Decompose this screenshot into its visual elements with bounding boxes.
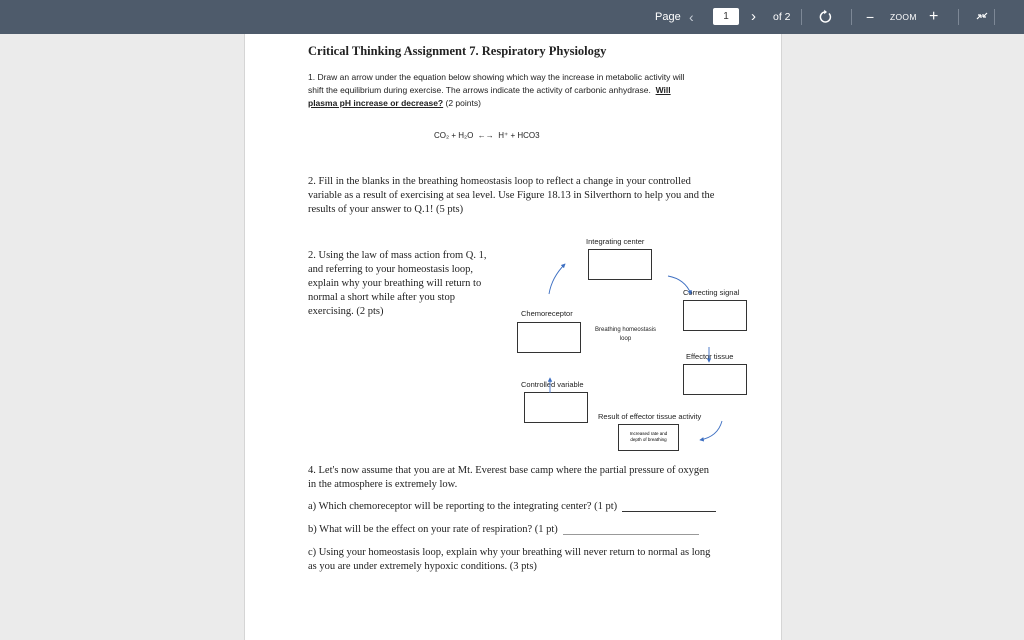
question-2-explain: 2. Using the law of mass action from Q. 1, and referring to your homeostasis loop, explain why your breathing will return to normal a short while after you stop exercising. (2 pts) xyxy=(308,250,487,317)
arrow-to-result xyxy=(700,421,722,440)
integrating-center-label: Integrating center xyxy=(586,237,645,246)
correcting-signal-label: Correcting signal xyxy=(683,288,740,297)
question-2-fill: 2. Fill in the blanks in the breathing homeostasis loop to reflect a change in your controlled variable as a result of exercising at sea level. Use Figure 18.13 in Silverthorn to help you and the results of your answer to Q.1! (5 pts) xyxy=(308,176,715,215)
zoom-out-icon[interactable]: − xyxy=(866,9,875,25)
loop-center-label: Breathing homeostasis loop xyxy=(595,327,657,342)
rotate-icon[interactable] xyxy=(818,0,832,34)
zoom-in-icon[interactable]: + xyxy=(929,8,939,25)
answer-line-4b[interactable] xyxy=(563,534,699,535)
toolbar-divider xyxy=(801,9,802,25)
question-4a: a) Which chemoreceptor will be reporting to the integrating center? (1 pt) xyxy=(308,501,618,512)
controlled-variable-label: Controlled variable xyxy=(521,380,584,389)
document-page xyxy=(244,34,782,640)
answer-line-4a[interactable] xyxy=(622,511,716,512)
page-total: of 2 xyxy=(773,11,791,23)
page-label: Page xyxy=(655,11,681,23)
arrow-to-correcting xyxy=(668,276,691,294)
next-page-icon[interactable]: › xyxy=(751,8,756,25)
question-4-intro: 4. Let's now assume that you are at Mt. Everest base camp where the partial pressure of oxygen in the atmosphere is extremely low. xyxy=(308,465,710,490)
chemical-equation: CO₂ + H₂O ←→ H⁺ + HCO3 xyxy=(434,131,540,140)
question-4b: b) What will be the effect on your rate of respiration? (1 pt) xyxy=(308,524,558,535)
viewer-toolbar xyxy=(0,0,1024,34)
chemoreceptor-label: Chemoreceptor xyxy=(521,309,573,318)
arrow-to-integrating xyxy=(549,264,565,294)
toolbar-divider xyxy=(994,9,995,25)
question-4c: c) Using your homeostasis loop, explain why your breathing will never return to normal as long as you are under extremely hypoxic conditions. (3 pts) xyxy=(308,547,711,572)
question-1: 1. Draw an arrow under the equation below showing which way the increase in metabolic activity will shift the equilibrium during exercise. The arrows indicate the activity of carbonic anhydrase. Will plasma pH increase or decrease? (2 points) xyxy=(308,72,685,108)
result-box: Increased rate and depth of breathing xyxy=(618,424,679,451)
page-number-input[interactable]: 1 xyxy=(713,8,739,25)
loop-arrows xyxy=(505,254,725,444)
effector-tissue-label: Effector tissue xyxy=(686,352,734,361)
toolbar-divider xyxy=(958,9,959,25)
document-title: Critical Thinking Assignment 7. Respiratory Physiology xyxy=(308,44,607,58)
prev-page-icon[interactable]: ‹ xyxy=(689,9,694,25)
toolbar-divider xyxy=(851,9,852,25)
zoom-label: ZOOM xyxy=(890,12,917,22)
fit-page-icon[interactable] xyxy=(975,0,989,34)
result-label: Result of effector tissue activity xyxy=(598,412,702,421)
